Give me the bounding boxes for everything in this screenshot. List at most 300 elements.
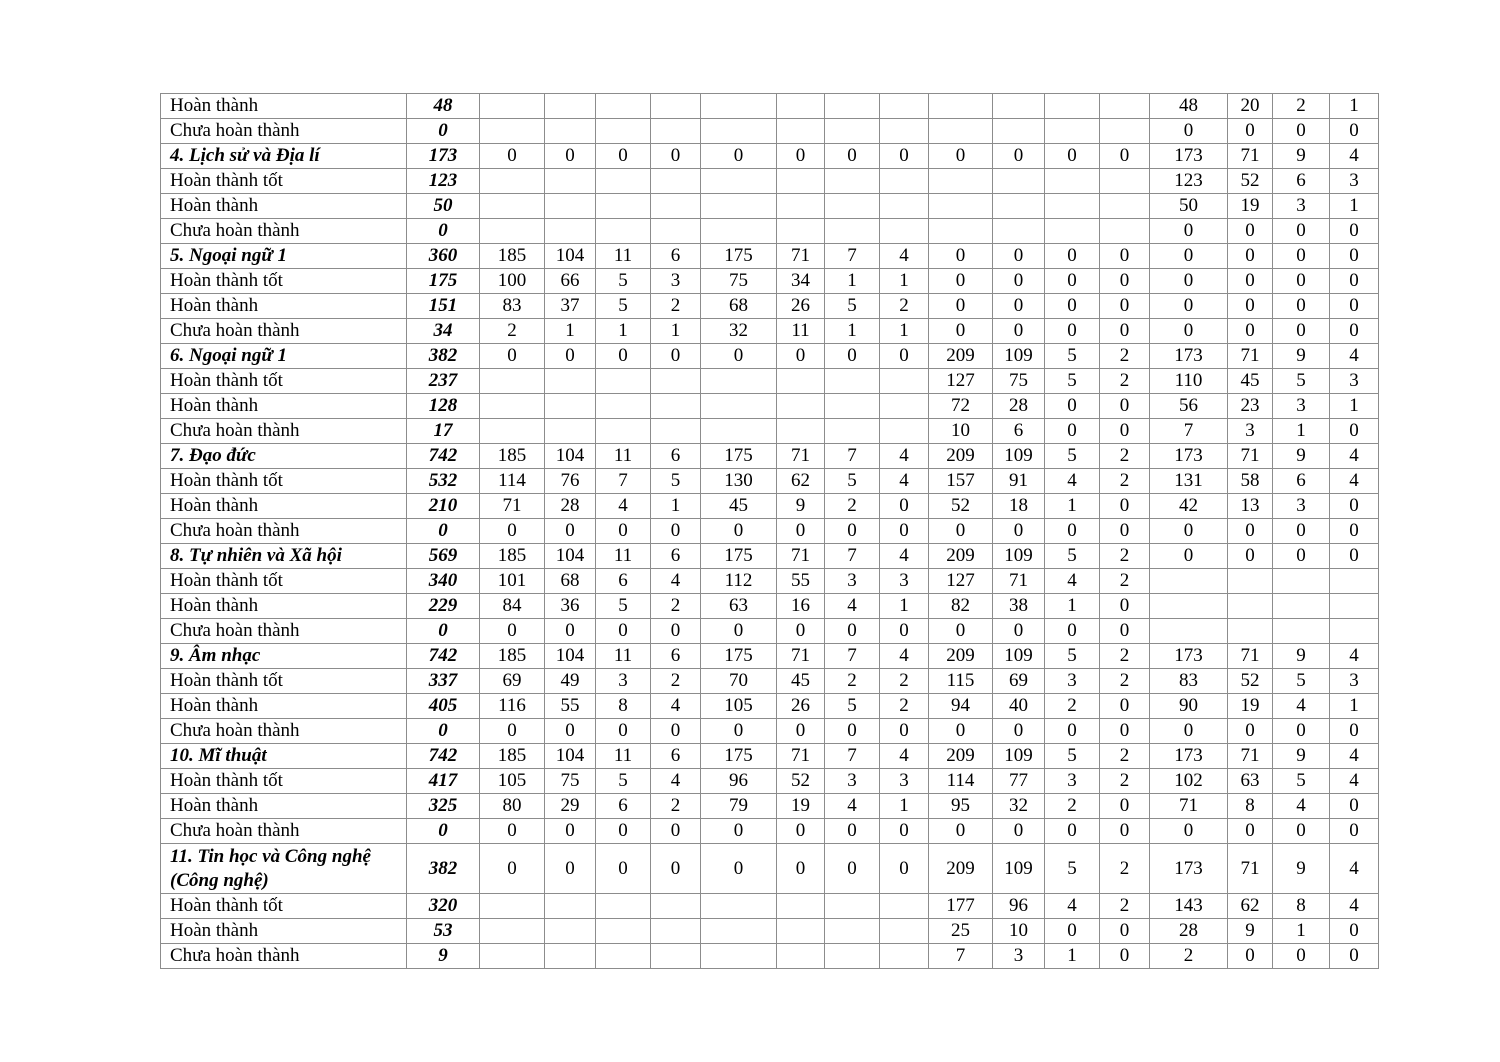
value-cell: 6 xyxy=(596,569,651,594)
value-cell: 4 xyxy=(1330,744,1379,769)
total-cell: 173 xyxy=(407,144,480,169)
value-cell xyxy=(480,119,545,144)
value-cell: 0 xyxy=(1100,244,1150,269)
value-cell xyxy=(651,394,701,419)
value-cell: 0 xyxy=(1330,219,1379,244)
value-cell: 71 xyxy=(777,544,825,569)
value-cell: 0 xyxy=(777,619,825,644)
table-row xyxy=(161,619,1379,644)
value-cell: 0 xyxy=(825,819,880,844)
value-cell: 109 xyxy=(993,544,1045,569)
value-cell: 0 xyxy=(1273,319,1330,344)
value-cell: 1 xyxy=(1045,944,1100,969)
value-cell: 55 xyxy=(777,569,825,594)
value-cell: 0 xyxy=(1330,794,1379,819)
value-cell: 6 xyxy=(993,419,1045,444)
value-cell: 175 xyxy=(701,744,777,769)
value-cell xyxy=(701,419,777,444)
value-cell xyxy=(480,219,545,244)
value-cell: 0 xyxy=(1100,794,1150,819)
value-cell: 104 xyxy=(545,544,596,569)
value-cell: 0 xyxy=(701,519,777,544)
value-cell: 3 xyxy=(825,569,880,594)
value-cell: 0 xyxy=(1228,944,1273,969)
results-table xyxy=(160,93,1379,969)
value-cell: 96 xyxy=(993,894,1045,919)
value-cell xyxy=(777,369,825,394)
value-cell xyxy=(651,119,701,144)
value-cell: 0 xyxy=(1330,419,1379,444)
subject-row xyxy=(161,144,1379,169)
value-cell: 0 xyxy=(993,819,1045,844)
value-cell: 0 xyxy=(1228,819,1273,844)
value-cell: 4 xyxy=(1330,894,1379,919)
value-cell xyxy=(1150,594,1228,619)
value-cell: 0 xyxy=(1273,269,1330,294)
value-cell: 2 xyxy=(1100,844,1150,894)
value-cell: 25 xyxy=(929,919,993,944)
table-row xyxy=(161,194,1379,219)
value-cell: 29 xyxy=(545,794,596,819)
value-cell: 1 xyxy=(880,319,929,344)
category-label: Chưa hoàn thành xyxy=(161,944,407,969)
value-cell: 5 xyxy=(1045,369,1100,394)
value-cell: 4 xyxy=(651,769,701,794)
value-cell xyxy=(1100,119,1150,144)
value-cell: 0 xyxy=(1045,519,1100,544)
value-cell: 0 xyxy=(1100,594,1150,619)
value-cell xyxy=(880,944,929,969)
value-cell: 2 xyxy=(651,669,701,694)
value-cell: 109 xyxy=(993,444,1045,469)
value-cell: 7 xyxy=(825,244,880,269)
value-cell: 0 xyxy=(993,519,1045,544)
value-cell: 1 xyxy=(596,319,651,344)
value-cell: 0 xyxy=(1273,119,1330,144)
value-cell: 0 xyxy=(1228,219,1273,244)
value-cell: 1 xyxy=(1330,394,1379,419)
value-cell: 75 xyxy=(993,369,1045,394)
category-label: Chưa hoàn thành xyxy=(161,319,407,344)
value-cell xyxy=(777,169,825,194)
value-cell: 71 xyxy=(777,744,825,769)
value-cell: 11 xyxy=(596,644,651,669)
value-cell xyxy=(1330,569,1379,594)
value-cell: 0 xyxy=(1045,294,1100,319)
value-cell: 116 xyxy=(480,694,545,719)
value-cell: 71 xyxy=(1228,644,1273,669)
total-cell: 382 xyxy=(407,844,480,894)
subject-label: 4. Lịch sử và Địa lí xyxy=(161,144,407,169)
value-cell: 0 xyxy=(596,819,651,844)
value-cell: 175 xyxy=(701,644,777,669)
value-cell: 18 xyxy=(993,494,1045,519)
value-cell: 1 xyxy=(651,494,701,519)
value-cell: 0 xyxy=(651,819,701,844)
value-cell: 56 xyxy=(1150,394,1228,419)
value-cell: 0 xyxy=(1228,319,1273,344)
value-cell xyxy=(480,169,545,194)
value-cell: 0 xyxy=(480,619,545,644)
value-cell: 0 xyxy=(651,344,701,369)
value-cell: 3 xyxy=(825,769,880,794)
total-cell: 340 xyxy=(407,569,480,594)
value-cell: 100 xyxy=(480,269,545,294)
value-cell: 1 xyxy=(545,319,596,344)
table-row xyxy=(161,669,1379,694)
category-label: Hoàn thành xyxy=(161,919,407,944)
value-cell: 109 xyxy=(993,344,1045,369)
value-cell xyxy=(777,419,825,444)
value-cell: 52 xyxy=(1228,669,1273,694)
category-label: Hoàn thành tốt xyxy=(161,369,407,394)
total-cell: 17 xyxy=(407,419,480,444)
value-cell: 0 xyxy=(1228,719,1273,744)
category-label: Chưa hoàn thành xyxy=(161,619,407,644)
subject-row xyxy=(161,544,1379,569)
value-cell: 7 xyxy=(596,469,651,494)
value-cell: 2 xyxy=(1100,444,1150,469)
value-cell: 157 xyxy=(929,469,993,494)
value-cell: 0 xyxy=(1228,119,1273,144)
value-cell: 209 xyxy=(929,744,993,769)
value-cell xyxy=(1045,94,1100,119)
value-cell: 104 xyxy=(545,644,596,669)
value-cell xyxy=(1100,194,1150,219)
value-cell: 185 xyxy=(480,544,545,569)
value-cell: 45 xyxy=(777,669,825,694)
total-cell: 382 xyxy=(407,344,480,369)
total-cell: 53 xyxy=(407,919,480,944)
value-cell: 62 xyxy=(777,469,825,494)
value-cell: 79 xyxy=(701,794,777,819)
table-body xyxy=(161,94,1379,969)
value-cell xyxy=(480,394,545,419)
value-cell: 5 xyxy=(1045,744,1100,769)
value-cell: 4 xyxy=(880,744,929,769)
value-cell: 0 xyxy=(777,344,825,369)
value-cell: 0 xyxy=(1045,819,1100,844)
category-label: Hoàn thành xyxy=(161,494,407,519)
value-cell xyxy=(701,219,777,244)
total-cell: 151 xyxy=(407,294,480,319)
value-cell: 4 xyxy=(1330,144,1379,169)
value-cell xyxy=(825,894,880,919)
value-cell xyxy=(596,394,651,419)
value-cell xyxy=(880,419,929,444)
category-label: Chưa hoàn thành xyxy=(161,819,407,844)
value-cell: 11 xyxy=(777,319,825,344)
value-cell: 69 xyxy=(480,669,545,694)
value-cell xyxy=(651,419,701,444)
value-cell: 2 xyxy=(1045,694,1100,719)
category-label: Hoàn thành xyxy=(161,194,407,219)
category-label: Hoàn thành tốt xyxy=(161,669,407,694)
value-cell: 0 xyxy=(1330,544,1379,569)
value-cell: 0 xyxy=(1330,944,1379,969)
value-cell xyxy=(993,219,1045,244)
table-row xyxy=(161,694,1379,719)
value-cell: 90 xyxy=(1150,694,1228,719)
value-cell: 0 xyxy=(1228,244,1273,269)
value-cell: 72 xyxy=(929,394,993,419)
value-cell: 9 xyxy=(1228,919,1273,944)
value-cell xyxy=(596,94,651,119)
value-cell: 175 xyxy=(701,244,777,269)
subject-row xyxy=(161,744,1379,769)
value-cell xyxy=(1228,569,1273,594)
value-cell: 0 xyxy=(545,844,596,894)
value-cell: 0 xyxy=(880,619,929,644)
value-cell: 0 xyxy=(880,144,929,169)
value-cell: 0 xyxy=(1273,294,1330,319)
value-cell xyxy=(1150,569,1228,594)
subject-label: 9. Âm nhạc xyxy=(161,644,407,669)
total-cell: 229 xyxy=(407,594,480,619)
value-cell: 0 xyxy=(1100,269,1150,294)
value-cell: 5 xyxy=(825,694,880,719)
value-cell: 0 xyxy=(1228,269,1273,294)
value-cell: 0 xyxy=(1150,294,1228,319)
value-cell: 0 xyxy=(1330,819,1379,844)
value-cell: 0 xyxy=(701,819,777,844)
value-cell xyxy=(1100,219,1150,244)
subject-label: 8. Tự nhiên và Xã hội xyxy=(161,544,407,569)
value-cell: 5 xyxy=(1045,644,1100,669)
value-cell: 5 xyxy=(1273,369,1330,394)
value-cell xyxy=(825,94,880,119)
value-cell: 0 xyxy=(880,819,929,844)
value-cell: 0 xyxy=(480,144,545,169)
value-cell: 0 xyxy=(651,519,701,544)
total-cell: 0 xyxy=(407,819,480,844)
value-cell: 0 xyxy=(1045,319,1100,344)
value-cell: 0 xyxy=(1045,394,1100,419)
value-cell: 0 xyxy=(1150,519,1228,544)
value-cell: 0 xyxy=(1330,119,1379,144)
value-cell: 7 xyxy=(825,744,880,769)
value-cell: 0 xyxy=(1100,144,1150,169)
value-cell: 6 xyxy=(651,644,701,669)
value-cell xyxy=(596,944,651,969)
value-cell xyxy=(701,394,777,419)
value-cell: 185 xyxy=(480,444,545,469)
value-cell: 69 xyxy=(993,669,1045,694)
value-cell: 71 xyxy=(1228,444,1273,469)
value-cell: 32 xyxy=(701,319,777,344)
total-cell: 237 xyxy=(407,369,480,394)
value-cell: 4 xyxy=(1330,344,1379,369)
category-label: Chưa hoàn thành xyxy=(161,719,407,744)
value-cell: 2 xyxy=(651,594,701,619)
value-cell: 0 xyxy=(929,269,993,294)
value-cell xyxy=(777,394,825,419)
value-cell: 0 xyxy=(1273,944,1330,969)
value-cell: 2 xyxy=(1273,94,1330,119)
value-cell: 9 xyxy=(1273,144,1330,169)
value-cell: 6 xyxy=(651,244,701,269)
value-cell: 4 xyxy=(880,244,929,269)
value-cell xyxy=(480,944,545,969)
value-cell: 0 xyxy=(1100,719,1150,744)
value-cell xyxy=(480,369,545,394)
value-cell xyxy=(701,94,777,119)
value-cell: 209 xyxy=(929,444,993,469)
value-cell: 71 xyxy=(1228,744,1273,769)
value-cell: 123 xyxy=(1150,169,1228,194)
value-cell: 0 xyxy=(1273,519,1330,544)
value-cell: 1 xyxy=(880,594,929,619)
subject-row xyxy=(161,444,1379,469)
subject-label: 10. Mĩ thuật xyxy=(161,744,407,769)
value-cell xyxy=(701,369,777,394)
value-cell xyxy=(1100,94,1150,119)
table-row xyxy=(161,819,1379,844)
value-cell: 2 xyxy=(1045,794,1100,819)
value-cell: 7 xyxy=(929,944,993,969)
value-cell: 2 xyxy=(1100,369,1150,394)
value-cell: 0 xyxy=(1330,269,1379,294)
value-cell: 3 xyxy=(1330,669,1379,694)
value-cell: 28 xyxy=(993,394,1045,419)
value-cell: 0 xyxy=(777,719,825,744)
value-cell xyxy=(880,219,929,244)
value-cell: 109 xyxy=(993,744,1045,769)
value-cell xyxy=(480,194,545,219)
value-cell xyxy=(1045,119,1100,144)
value-cell: 0 xyxy=(1273,244,1330,269)
value-cell: 0 xyxy=(880,344,929,369)
value-cell: 0 xyxy=(1100,944,1150,969)
value-cell: 2 xyxy=(1100,644,1150,669)
value-cell: 4 xyxy=(1330,644,1379,669)
value-cell: 0 xyxy=(480,344,545,369)
value-cell: 2 xyxy=(880,694,929,719)
value-cell: 185 xyxy=(480,644,545,669)
value-cell xyxy=(596,119,651,144)
value-cell: 5 xyxy=(596,594,651,619)
value-cell xyxy=(701,894,777,919)
value-cell: 5 xyxy=(1045,444,1100,469)
value-cell: 0 xyxy=(651,144,701,169)
value-cell: 4 xyxy=(1330,769,1379,794)
value-cell: 112 xyxy=(701,569,777,594)
value-cell: 5 xyxy=(651,469,701,494)
value-cell xyxy=(777,94,825,119)
value-cell: 34 xyxy=(777,269,825,294)
total-cell: 405 xyxy=(407,694,480,719)
value-cell: 0 xyxy=(1100,319,1150,344)
value-cell: 58 xyxy=(1228,469,1273,494)
value-cell xyxy=(993,169,1045,194)
value-cell: 6 xyxy=(596,794,651,819)
value-cell: 2 xyxy=(1100,469,1150,494)
value-cell: 0 xyxy=(1100,619,1150,644)
value-cell: 0 xyxy=(651,619,701,644)
value-cell: 4 xyxy=(880,544,929,569)
value-cell xyxy=(777,919,825,944)
value-cell: 0 xyxy=(929,319,993,344)
value-cell: 3 xyxy=(651,269,701,294)
value-cell: 91 xyxy=(993,469,1045,494)
value-cell: 40 xyxy=(993,694,1045,719)
value-cell: 5 xyxy=(1045,844,1100,894)
value-cell xyxy=(651,369,701,394)
category-label: Hoàn thành xyxy=(161,94,407,119)
value-cell: 0 xyxy=(1150,244,1228,269)
value-cell: 5 xyxy=(1273,769,1330,794)
value-cell: 0 xyxy=(880,519,929,544)
value-cell: 0 xyxy=(1100,419,1150,444)
value-cell xyxy=(825,169,880,194)
value-cell: 5 xyxy=(596,294,651,319)
total-cell: 0 xyxy=(407,619,480,644)
value-cell: 68 xyxy=(545,569,596,594)
value-cell: 1 xyxy=(1273,919,1330,944)
value-cell: 0 xyxy=(777,844,825,894)
value-cell: 2 xyxy=(1150,944,1228,969)
value-cell: 0 xyxy=(701,719,777,744)
value-cell: 0 xyxy=(777,144,825,169)
value-cell: 0 xyxy=(777,819,825,844)
total-cell: 0 xyxy=(407,719,480,744)
subject-label: 6. Ngoại ngữ 1 xyxy=(161,344,407,369)
value-cell: 101 xyxy=(480,569,545,594)
value-cell: 20 xyxy=(1228,94,1273,119)
value-cell: 0 xyxy=(596,144,651,169)
total-cell: 0 xyxy=(407,519,480,544)
value-cell: 4 xyxy=(880,469,929,494)
value-cell: 130 xyxy=(701,469,777,494)
value-cell: 70 xyxy=(701,669,777,694)
value-cell: 36 xyxy=(545,594,596,619)
value-cell: 9 xyxy=(1273,344,1330,369)
value-cell: 0 xyxy=(1100,519,1150,544)
category-label: Chưa hoàn thành xyxy=(161,219,407,244)
value-cell: 2 xyxy=(1100,669,1150,694)
value-cell: 71 xyxy=(777,444,825,469)
value-cell: 0 xyxy=(1100,819,1150,844)
value-cell: 62 xyxy=(1228,894,1273,919)
total-cell: 210 xyxy=(407,494,480,519)
value-cell: 82 xyxy=(929,594,993,619)
value-cell xyxy=(480,94,545,119)
table-row xyxy=(161,294,1379,319)
value-cell: 0 xyxy=(1100,919,1150,944)
value-cell: 0 xyxy=(929,244,993,269)
value-cell: 71 xyxy=(480,494,545,519)
value-cell: 185 xyxy=(480,244,545,269)
value-cell xyxy=(1273,569,1330,594)
value-cell: 0 xyxy=(880,494,929,519)
value-cell: 0 xyxy=(825,844,880,894)
value-cell: 0 xyxy=(993,269,1045,294)
value-cell: 1 xyxy=(825,319,880,344)
value-cell: 4 xyxy=(1045,894,1100,919)
value-cell: 52 xyxy=(777,769,825,794)
value-cell xyxy=(825,419,880,444)
value-cell: 95 xyxy=(929,794,993,819)
subject-label: 7. Đạo đức xyxy=(161,444,407,469)
value-cell: 75 xyxy=(701,269,777,294)
value-cell: 0 xyxy=(1228,294,1273,319)
value-cell xyxy=(929,219,993,244)
value-cell: 0 xyxy=(929,619,993,644)
value-cell: 102 xyxy=(1150,769,1228,794)
value-cell xyxy=(596,219,651,244)
value-cell xyxy=(545,194,596,219)
value-cell xyxy=(480,419,545,444)
